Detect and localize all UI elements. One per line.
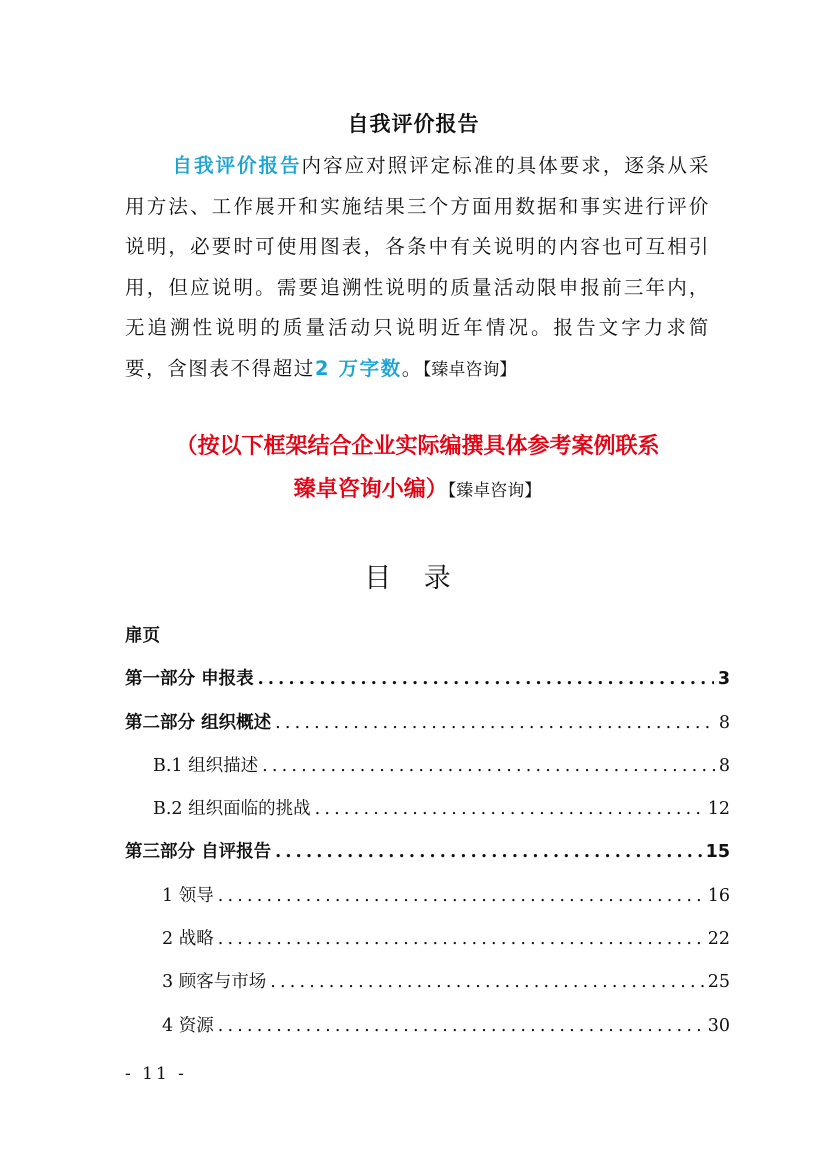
toc-entry-label: 1 领导 [162,885,214,906]
document-title: 自我评价报告 [347,112,480,136]
notice-source-tag: 【臻卓咨询】 [447,481,542,501]
notice-line-2: 臻卓咨询小编） [293,477,448,502]
toc-leader-dots [275,842,702,862]
toc-entry-page: 8 [718,755,730,776]
toc-entry[interactable] [125,795,730,838]
toc-entry-label: 第一部分 申报表 [125,669,254,690]
intro-end: 。 [401,356,423,380]
toc-entry-page: 8 [718,712,730,733]
toc-entry-page: 25 [707,972,730,993]
notice-line-1: （按以下框架结合企业实际编撰具体参考案例联系 [175,434,660,459]
toc-entry-label: 第二部分 组织概述 [125,712,272,733]
intro-highlight-count: 2 万字数 [314,356,402,380]
toc-leader-dots [218,929,704,949]
table-of-contents [125,622,730,1055]
toc-title: 目 录 [364,563,463,594]
toc-cover-entry[interactable]: 扉页 [125,626,160,646]
toc-entry-label: 4 资源 [162,1015,214,1036]
toc-leader-dots [270,972,704,992]
toc-entry-page: 15 [705,842,730,863]
toc-entry-label: 第三部分 自评报告 [125,842,272,863]
toc-entry[interactable] [125,709,730,752]
toc-entry[interactable] [125,752,730,795]
toc-entry-label: 2 战略 [162,929,214,950]
toc-leader-dots [258,669,714,689]
toc-entry[interactable] [125,968,730,1011]
intro-main-text: 内容应对照评定标准的具体要求，逐条从采用方法、工作展开和实施结果三个方面用数据和事实进行评价说明，必要时可使用图表，各条中有关说明的内容也可互相引用，但应说明。需要追溯性说明的质量活动限申报前三年内，无追溯性说明的质量活动只说明近年情况。报告文字力求简要，含图表不得超过 [125,154,710,380]
toc-leader-dots [262,756,715,776]
toc-leader-dots [218,886,704,906]
toc-entry[interactable] [125,1012,730,1055]
toc-entry-page: 22 [707,929,730,950]
intro-highlight-lead: 自我评价报告 [172,154,302,177]
toc-leader-dots [218,1016,704,1036]
page-number: - 11 - [125,1064,187,1084]
intro-source-tag: 【臻卓咨询】 [422,359,517,380]
toc-entry-label: 3 顾客与市场 [162,972,267,993]
toc-entry[interactable] [125,838,730,881]
toc-leader-dots [315,799,704,819]
toc-entry-label: B.1 组织描述 [153,755,259,776]
toc-entry[interactable] [125,925,730,968]
toc-leader-dots [275,713,715,733]
toc-entry-page: 3 [717,669,730,690]
notice-line-2-wrap [125,468,710,513]
toc-entry-page: 12 [707,799,730,820]
toc-entry-label: B.2 组织面临的挑战 [153,799,311,820]
notice-block [125,425,710,513]
toc-entry-page: 30 [707,1015,730,1036]
toc-entry[interactable] [125,882,730,925]
intro-paragraph [125,146,710,390]
toc-entry-page: 16 [707,885,730,906]
toc-entry[interactable] [125,665,730,708]
